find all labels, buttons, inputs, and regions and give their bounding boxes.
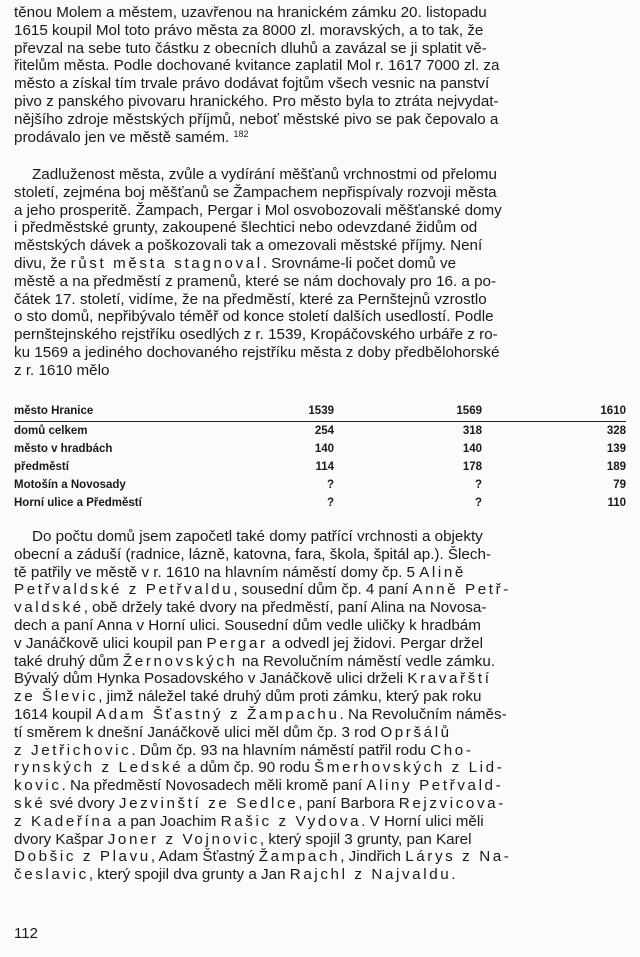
text-line: městě a na předměstí z pramenů, které se nám dochovaly pro 16. a po- xyxy=(14,272,497,290)
spaced-emphasis: z Jetřichovic xyxy=(14,741,132,759)
cell-value: 318 xyxy=(462,425,482,437)
text-line: tě patřily ve městě v r. 1610 na hlavním náměstí domy čp. 5 Alině xyxy=(14,563,466,581)
spaced-emphasis: Jezvinští ze Sedlce xyxy=(118,794,299,812)
paragraph-2 xyxy=(14,166,626,380)
spaced-emphasis: rynských z Ledské xyxy=(14,759,184,777)
cell-value: 254 xyxy=(314,425,334,437)
text-line: v Janáčkově ulici koupil pan Pergar a odvedl jej židovi. Pergar držel xyxy=(14,634,483,652)
spaced-emphasis: růst města stagnoval xyxy=(70,254,263,272)
text-line: o sto domů, nepřibývalo téměř od konce století dalších usedlostí. Podle xyxy=(14,308,494,326)
table-header-row xyxy=(14,402,626,422)
table-header-1569: 1569 xyxy=(456,405,482,417)
row-label: Motošín a Novosady xyxy=(14,479,126,491)
spaced-emphasis: Aliny Petřvald- xyxy=(366,777,504,795)
table-header-label: město Hranice xyxy=(14,405,94,417)
spaced-emphasis: kovic xyxy=(14,777,62,795)
spaced-emphasis: Joner z Vojnovic xyxy=(107,830,260,848)
cell-value: ? xyxy=(326,479,334,491)
text-line: česlavic, který spojil dva grunty a Jan Rajchl z Najvaldu. xyxy=(14,866,456,884)
table-row xyxy=(14,422,626,441)
text-line: ku 1569 a jediného dochovaného rejstříku města z doby předbělohorské xyxy=(14,343,500,361)
cell-value: 114 xyxy=(315,461,334,473)
text-line: 1614 koupil Adam Šťastný z Žampachu. Na Revolučním náměs- xyxy=(14,705,507,723)
cell-value: 178 xyxy=(462,461,482,473)
page-number: 112 xyxy=(14,925,38,942)
text-line: dvory Kašpar Joner z Vojnovic, který spojil 3 grunty, pan Karel xyxy=(14,830,472,848)
spaced-emphasis: Rejzvicova- xyxy=(398,794,506,812)
paragraph-1 xyxy=(14,4,626,146)
spaced-emphasis: Kravařští xyxy=(407,670,492,688)
table-header-1610: 1610 xyxy=(600,405,626,417)
text-line: valdské, obě držely také dvory na předměstí, paní Alina na Novosa- xyxy=(14,599,487,617)
spaced-emphasis: z Kadeřína xyxy=(14,812,114,830)
spaced-emphasis: Anně Petř- xyxy=(412,581,511,599)
text-line: Dobšic z Plavu, Adam Šťastný Žampach, Jindřich Lárys z Na- xyxy=(14,848,512,866)
table-row xyxy=(14,440,626,458)
text-line: město a získal tím trvale právo dodávat fojtům všech vesnic na panství xyxy=(14,75,490,93)
cell-value: 328 xyxy=(606,425,626,437)
text-line: prodávalo jen ve městě samém. $^{182}$ xyxy=(14,128,249,146)
cell-value: ? xyxy=(474,479,482,491)
text-line: dech a paní Anna v Horní ulici. Sousední dům vedle uličky k hradbám xyxy=(14,616,481,634)
row-label: město v hradbách xyxy=(14,443,113,455)
table-row xyxy=(14,494,626,512)
cell-value: 110 xyxy=(607,497,626,509)
text-line: Petřvaldské z Petřvaldu, sousední dům čp. 4 paní Anně Petř- xyxy=(14,581,511,599)
cell-value: 189 xyxy=(606,461,626,473)
spaced-emphasis: Opršálů xyxy=(380,723,452,741)
text-line: rynských z Ledské a dům čp. 90 rodu Šmerhovských z Lid- xyxy=(14,759,505,777)
spaced-emphasis: ze Šlevic xyxy=(14,688,99,706)
cell-value: 140 xyxy=(462,443,482,455)
text-line: divu, že růst města stagnoval. Srovnáme-li počet domů ve xyxy=(14,254,457,272)
cell-value: 140 xyxy=(314,443,334,455)
text-line: čátek 17. století, vidíme, že na předměstí, které za Pernštejnů vzrostlo xyxy=(14,290,487,308)
text-line: ze Šlevic, jimž náležel také druhý dům proti zámku, který pak roku xyxy=(14,688,482,706)
row-label: Horní ulice a Předměstí xyxy=(14,497,142,509)
text-line: Bývalý dům Hynka Posadovského v Janáčkově ulici drželi Kravařští xyxy=(14,670,492,688)
text-line: Do počtu domů jsem započetl také domy patřící vrchnosti a objekty xyxy=(32,528,483,545)
cell-value: ? xyxy=(326,497,334,509)
spaced-emphasis: Žampach xyxy=(258,848,341,866)
text-line: a jeho prosperitě. Žampach, Pergar i Mol osvobozovali měšťanské domy xyxy=(14,201,502,219)
cell-value: ? xyxy=(474,497,482,509)
spaced-emphasis: valdské xyxy=(14,599,84,617)
spaced-emphasis: Rajchl z Najvaldu xyxy=(289,866,452,884)
house-count-table xyxy=(14,402,626,512)
spaced-emphasis: Adam Šťastný z Žampachu xyxy=(95,705,340,723)
paragraph-3 xyxy=(14,528,626,884)
spaced-emphasis: Lárys z Na- xyxy=(405,848,512,866)
spaced-emphasis: Alině xyxy=(419,563,466,581)
text-line: převzal na sebe tuto částku z obecních dluhů a zavázal se ji splatit vě- xyxy=(14,39,487,57)
table-row xyxy=(14,458,626,476)
spaced-emphasis: ské xyxy=(14,794,46,812)
text-line: těnou Molem a městem, uzavřenou na hranickém zámku 20. listopadu xyxy=(14,4,487,21)
text-line: kovic. Na předměstí Novosadech měli kromě paní Aliny Petřvald- xyxy=(14,777,504,795)
text-line: městských dávek a poškozovali tak a omezovali městské příjmy. Není xyxy=(14,237,483,255)
text-line: pernštejnského rejstříku osedlých z r. 1539, Kropáčovského urbáře z ro- xyxy=(14,326,498,344)
text-line: století, zejména boj měšťanů se Žampachem nepřispívaly rozvoji města xyxy=(14,183,497,201)
text-line: nějšího zdroje městských příjmů, neboť městské pivo se pak čepovalo a xyxy=(14,110,499,128)
text-line: 1615 koupil Mol toto právo města za 8000 zl. moravských, a to tak, že xyxy=(14,21,484,39)
spaced-emphasis: Šmerhovských z Lid- xyxy=(314,759,505,777)
row-label: předměstí xyxy=(14,461,69,473)
text-line: ské své dvory Jezvinští ze Sedlce, paní Barbora Rejzvicova- xyxy=(14,794,506,812)
text-line: z r. 1610 mělo xyxy=(14,361,110,379)
spaced-emphasis: Rašic z Vydova xyxy=(220,812,362,830)
spaced-emphasis: česlavic xyxy=(14,866,89,884)
spaced-emphasis: Petřvaldské z Petřvaldu xyxy=(14,581,234,599)
text-line: z Jetřichovic. Dům čp. 93 na hlavním náměstí patřil rodu Cho- xyxy=(14,741,474,759)
text-line: tí směrem k dnešní Janáčkově ulici měl dům čp. 3 rod Opršálů xyxy=(14,723,452,741)
spaced-emphasis: Žernovských xyxy=(122,652,238,670)
spaced-emphasis: Dobšic z Plavu xyxy=(14,848,151,866)
text-line: pivo z panského pivovaru hranického. Pro město byla to ztráta nejvydat- xyxy=(14,92,499,110)
cell-value: 139 xyxy=(606,443,626,455)
text-line: řitelům města. Podle dochované kvitance zaplatil Mol r. 1617 7000 zl. za xyxy=(14,57,500,75)
text-line: obecní a záduší (radnice, lázně, katovna, fara, škola, špitál ap.). Šlech- xyxy=(14,545,491,563)
footnote-reference: 182 xyxy=(233,128,249,139)
text-line: z Kadeřína a pan Joachim Rašic z Vydova. V Horní ulici měli xyxy=(14,812,484,830)
table-row xyxy=(14,476,626,494)
cell-value: 79 xyxy=(613,479,626,491)
text-line: Zadluženost města, zvůle a vydírání měšťanů vrchnostmi od přelomu xyxy=(32,166,497,183)
table-header-1539: 1539 xyxy=(308,405,334,417)
text-line: i předměstské grunty, zakoupené šlechtici nebo odevzdané židům od xyxy=(14,219,478,237)
text-line: také druhý dům Žernovských na Revolučním náměstí vedle zámku. xyxy=(14,652,496,670)
spaced-emphasis: Pergar xyxy=(206,634,268,652)
spaced-emphasis: Cho- xyxy=(430,741,474,759)
row-label: domů celkem xyxy=(14,425,88,437)
